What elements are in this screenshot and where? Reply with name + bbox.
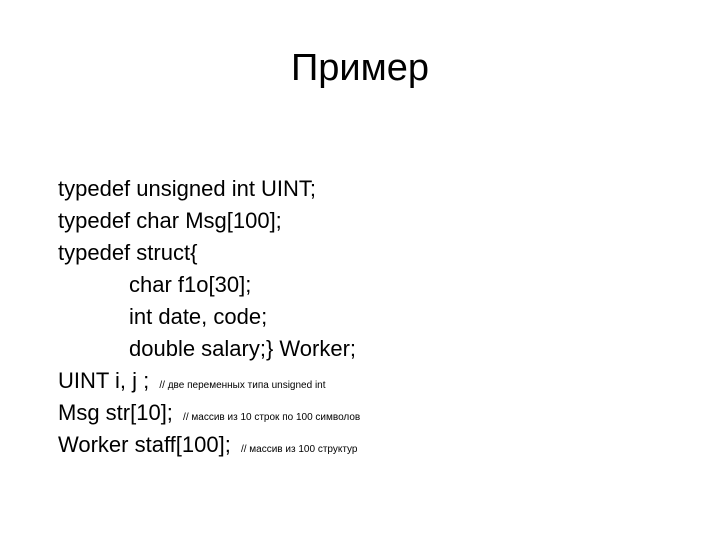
slide-title-text: Пример [290, 47, 430, 89]
code-text: Worker staff[100]; [58, 432, 231, 457]
code-text: typedef unsigned int UINT; [58, 176, 317, 201]
code-line [58, 205, 698, 237]
code-line [58, 365, 698, 397]
code-text: typedef char Msg[100]; [58, 208, 282, 233]
code-line [58, 173, 698, 205]
code-text: int date, code; [129, 304, 268, 329]
code-text: double salary;} Worker; [129, 336, 357, 361]
code-line [58, 301, 698, 333]
code-text: UINT i, j ; [58, 368, 150, 393]
code-text: typedef struct{ [58, 240, 198, 265]
code-text: Msg str[10]; [58, 400, 173, 425]
code-line [58, 397, 698, 429]
code-comment: // массив из 100 структур [240, 444, 358, 455]
code-comment: // массив из 10 строк по 100 символов [183, 412, 361, 423]
code-line [58, 237, 698, 269]
code-line [58, 429, 698, 461]
code-comment: // две переменных типа unsigned int [159, 380, 326, 391]
code-text: char f1o[30]; [129, 272, 252, 297]
code-block [58, 173, 698, 461]
code-line [58, 269, 698, 301]
code-line [58, 333, 698, 365]
slide-title [0, 44, 720, 92]
